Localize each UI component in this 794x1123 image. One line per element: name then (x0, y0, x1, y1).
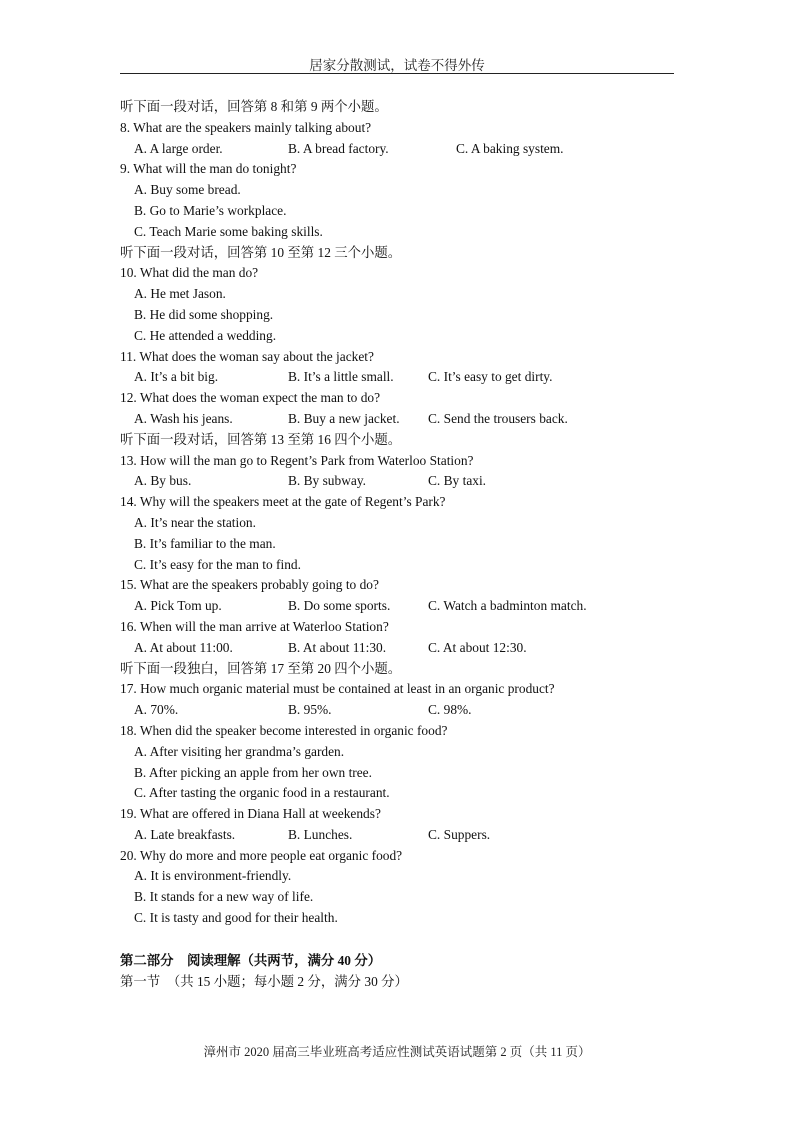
question-list (120, 97, 680, 992)
option-a: A. Late breakfasts. (134, 826, 236, 842)
question-15-options (120, 596, 680, 617)
option-a: A. Pick Tom up. (134, 598, 222, 614)
option-b: B. 95%. (288, 702, 332, 718)
question-11-stem: 11. What does the woman say about the jacket? (120, 348, 374, 364)
question-13-options (120, 471, 680, 492)
option-c: C. It’s easy to get dirty. (428, 369, 553, 385)
option-c: C. After tasting the organic food in a restaurant. (134, 785, 390, 801)
question-17-stem: 17. How much organic material must be contained at least in an organic product? (120, 681, 555, 697)
option-b: B. He did some shopping. (134, 306, 274, 322)
option-b: B. It’s a little small. (288, 369, 394, 385)
option-a: A. At about 11:00. (134, 639, 233, 655)
question-20-stem: 20. Why do more and more people eat organic food? (120, 847, 403, 863)
option-a: A. After visiting her grandma’s garden. (134, 743, 345, 759)
instruction-10-12: 听下面一段对话，回答第 10 至第 12 三个小题。 (120, 244, 402, 260)
option-c: C. It’s easy for the man to find. (134, 556, 301, 572)
option-a: A. 70%. (134, 702, 179, 718)
option-c: C. Watch a badminton match. (428, 598, 587, 614)
question-9-stem: 9. What will the man do tonight? (120, 161, 297, 177)
option-c: C. Send the trousers back. (428, 410, 568, 426)
option-c: C. It is tasty and good for their health. (134, 910, 338, 926)
option-a: A. By bus. (134, 473, 192, 489)
question-12-options (120, 409, 680, 430)
option-c: C. By taxi. (428, 473, 487, 489)
option-c: C. 98%. (428, 702, 472, 718)
instruction-13-16: 听下面一段对话，回答第 13 至第 16 四个小题。 (120, 431, 402, 447)
option-a: A. It’s near the station. (134, 514, 256, 530)
question-8-options (120, 139, 680, 160)
option-b: B. It stands for a new way of life. (134, 889, 314, 905)
question-8-stem: 8. What are the speakers mainly talking about? (120, 119, 372, 135)
question-12-stem: 12. What does the woman expect the man to do? (120, 390, 381, 406)
option-b: B. It’s familiar to the man. (134, 535, 276, 551)
part-2-title: 第二部分 阅读理解（共两节，满分 40 分） (120, 952, 382, 968)
section-spacer (120, 929, 680, 951)
header-divider (120, 73, 674, 74)
option-a: A. Buy some bread. (134, 182, 241, 198)
option-c: C. A baking system. (456, 140, 564, 156)
option-b: B. After picking an apple from her own tree. (134, 764, 372, 780)
question-13-stem: 13. How will the man go to Regent’s Park from Waterloo Station? (120, 452, 474, 468)
option-c: C. He attended a wedding. (134, 327, 277, 343)
page-footer: 漳州市 2020 届高三毕业班高考适应性测试英语试题第 2 页（共 11 页） (203, 1045, 591, 1059)
option-a: A. It is environment-friendly. (134, 868, 292, 884)
question-16-options (120, 638, 680, 659)
option-b: B. Go to Marie’s workplace. (134, 202, 287, 218)
question-10-stem: 10. What did the man do? (120, 265, 259, 281)
question-16-stem: 16. When will the man arrive at Waterloo Station? (120, 618, 389, 634)
question-11-options (120, 367, 680, 388)
instruction-17-20: 听下面一段独白，回答第 17 至第 20 四个小题。 (120, 660, 402, 676)
option-b: B. At about 11:30. (288, 639, 387, 655)
option-b: B. Buy a new jacket. (288, 410, 400, 426)
option-b: B. Lunches. (288, 826, 353, 842)
option-c: C. Teach Marie some baking skills. (134, 223, 323, 239)
question-19-options (120, 825, 680, 846)
option-a: A. He met Jason. (134, 286, 226, 302)
option-c: C. At about 12:30. (428, 639, 527, 655)
question-19-stem: 19. What are offered in Diana Hall at weekends? (120, 806, 381, 822)
option-b: B. A bread factory. (288, 140, 389, 156)
instruction-8-9: 听下面一段对话，回答第 8 和第 9 两个小题。 (120, 99, 388, 114)
option-c: C. Suppers. (428, 826, 491, 842)
question-18-stem: 18. When did the speaker become interested in organic food? (120, 722, 448, 738)
option-b: B. By subway. (288, 473, 366, 489)
part-2-section-1: 第一节 （共 15 小题；每小题 2 分，满分 30 分） (120, 973, 408, 989)
page-header: 居家分散测试，试卷不得外传 (309, 58, 485, 73)
question-17-options (120, 700, 680, 721)
option-b: B. Do some sports. (288, 598, 391, 614)
option-a: A. Wash his jeans. (134, 410, 233, 426)
option-a: A. A large order. (134, 140, 223, 156)
option-a: A. It’s a bit big. (134, 369, 219, 385)
question-14-stem: 14. Why will the speakers meet at the gate of Regent’s Park? (120, 494, 446, 510)
question-15-stem: 15. What are the speakers probably going to do? (120, 577, 379, 593)
